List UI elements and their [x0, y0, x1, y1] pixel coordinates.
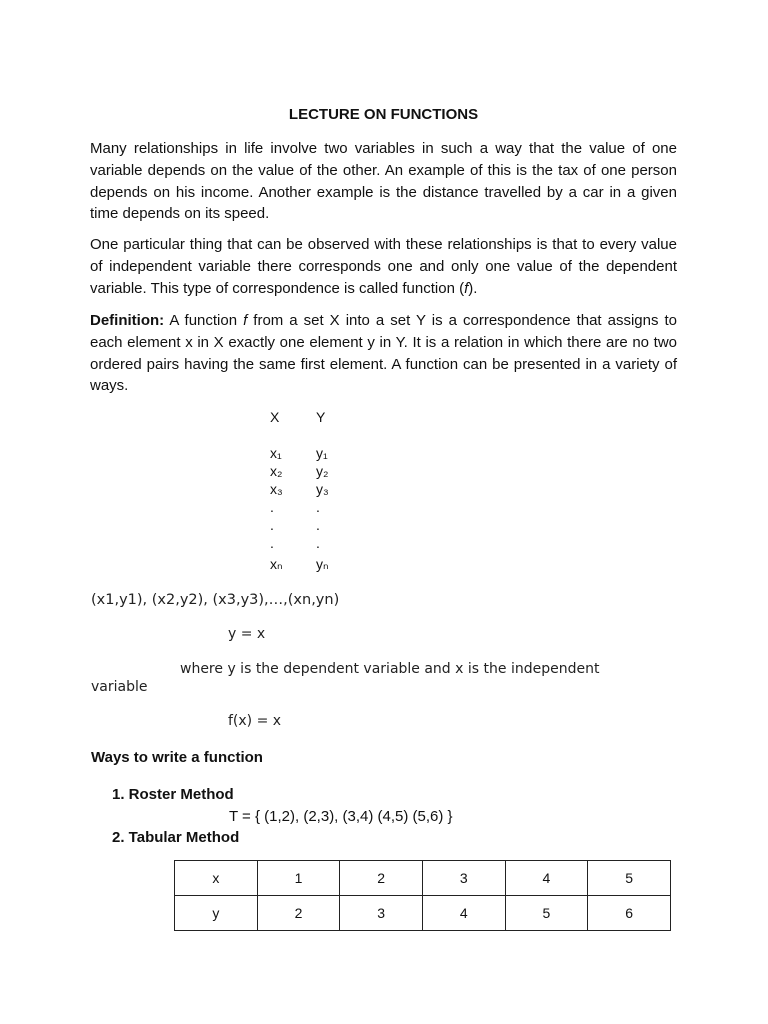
table-cell: 4 [422, 896, 505, 931]
table-cell: 1 [257, 861, 340, 896]
table-cell: 3 [422, 861, 505, 896]
mapping-x-header: X [270, 409, 280, 425]
equation-y-equals-x: y = x [228, 626, 266, 642]
equation-f-of-x: f(x) = x [228, 713, 282, 729]
table-cell: 6 [588, 896, 671, 931]
ordered-pairs: (x1,y1), (x2,y2), (x3,y3),…,(xn,yn) [91, 592, 340, 608]
ways-heading: Ways to write a function [91, 749, 263, 766]
table-cell: 5 [588, 861, 671, 896]
roster-method-label: 1. Roster Method [112, 786, 234, 803]
table-cell: 2 [257, 896, 340, 931]
table-cell: 5 [505, 896, 588, 931]
mapping-x-item: . [270, 517, 274, 533]
correspondence-end: ). [468, 279, 478, 297]
mapping-y-header: Y [316, 409, 326, 425]
definition-paragraph [90, 310, 677, 397]
mapping-x-item: . [270, 499, 274, 515]
roster-set: T = { (1,2), (2,3), (3,4) (4,5) (5,6) } [229, 808, 453, 825]
mapping-y-item: yₙ [316, 556, 329, 572]
mapping-x-item: x₃ [270, 481, 283, 497]
definition-pre: A function [164, 312, 244, 329]
mapping-x-item: x₁ [270, 445, 282, 461]
mapping-x-item: . [270, 535, 274, 551]
table-cell: 4 [505, 861, 588, 896]
table-cell: y [175, 896, 258, 931]
definition-symbol: f [243, 312, 248, 329]
mapping-y-item: . [316, 499, 320, 515]
tabular-method-label: 2. Tabular Method [112, 829, 240, 846]
table-cell: x [175, 861, 258, 896]
mapping-y-item: . [316, 535, 320, 551]
function-symbol: f [464, 279, 469, 297]
definition-label: Definition: [90, 312, 165, 329]
definition-text: from a set X into a set Y is a correspondence that assigns to each element x in X exactly one element y in Y. It is a relation in which there are no two ordered pairs having the same first element. A function can be presented in a variety of ways. [90, 312, 677, 395]
correspondence-paragraph [90, 234, 677, 299]
where-clause: where y is the dependent variable and x is the independent [180, 661, 600, 677]
mapping-y-item: y₂ [316, 463, 329, 479]
mapping-y-item: . [316, 517, 320, 533]
page-title: LECTURE ON FUNCTIONS [288, 106, 479, 123]
function-table [174, 860, 671, 931]
table-cell: 3 [340, 896, 423, 931]
table-row [175, 896, 671, 931]
mapping-y-item: y₁ [316, 445, 328, 461]
correspondence-text: One particular thing that can be observed with these relationships is that to every value of independent variable there corresponds one and only one value of the dependent variable. This type of correspondence is called function ( [90, 236, 677, 297]
mapping-x-item: xₙ [270, 556, 283, 572]
table-row [175, 861, 671, 896]
table-cell: 2 [340, 861, 423, 896]
intro-paragraph: Many relationships in life involve two variables in such a way that the value of one variable depends on the value of the other. An example of this is the tax of one person depends on his income. Another example is the distance travelled by a car in a given time depends on its speed. [90, 140, 677, 223]
where-clause-continued: variable [91, 679, 148, 695]
mapping-y-item: y₃ [316, 481, 329, 497]
mapping-x-item: x₂ [270, 463, 283, 479]
